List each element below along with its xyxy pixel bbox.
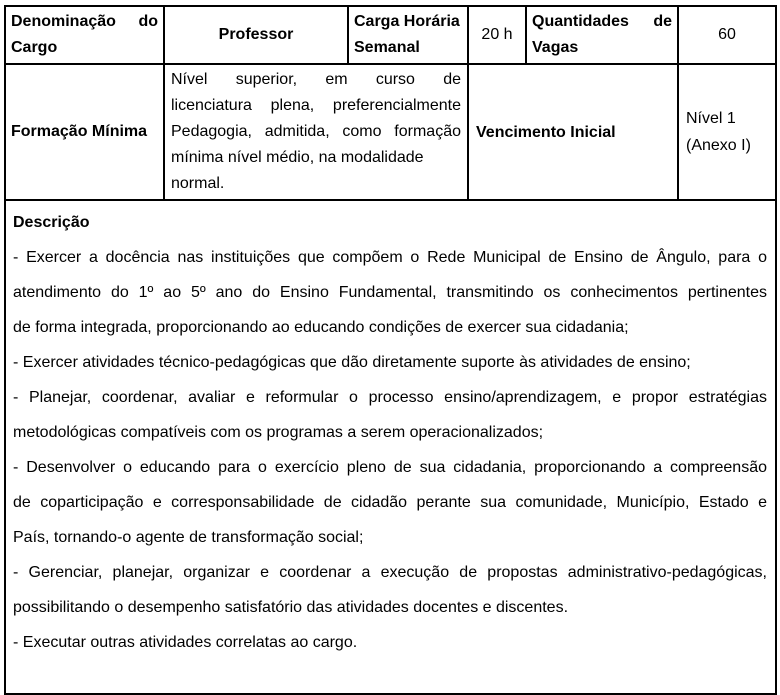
description-line: - Executar outras atividades correlatas ao cargo.: [13, 634, 358, 651]
table-row-formacao: [5, 64, 776, 200]
formacao-line: Pedagogia, admitida, como formação: [171, 123, 461, 140]
formacao-line: normal.: [171, 175, 225, 192]
description-item: [13, 450, 767, 555]
formacao-line: mínima nível médio, na modalidade: [171, 149, 424, 166]
description-item: [13, 555, 767, 625]
quantidade-vagas-value: 60: [678, 6, 776, 64]
carga-horaria-label: Carga Horária Semanal: [348, 6, 468, 64]
description-item: [13, 240, 767, 345]
vencimento-inicial-label: Vencimento Inicial: [468, 64, 678, 200]
formacao-line: Nível superior, em curso de: [171, 71, 461, 88]
denominacao-cargo-label: Denominação do Cargo: [5, 6, 164, 64]
description-line: País, tornando-o agente de transformação social;: [13, 529, 364, 546]
description-line: - Exercer a docência nas instituições que compõem o Rede Municipal de Ensino de Ângulo, para o: [13, 249, 767, 266]
description-line: de coparticipação e corresponsabilidade de cidadão perante sua comunidade, Município, Estado e: [13, 494, 767, 511]
formacao-minima-value: [164, 64, 468, 200]
table-row-header: [5, 6, 776, 64]
description-line: - Planejar, coordenar, avaliar e reformular o processo ensino/aprendizagem, e propor estratégias: [13, 389, 767, 406]
quantidade-vagas-label: Quantidades de Vagas: [526, 6, 678, 64]
carga-horaria-value: 20 h: [468, 6, 526, 64]
descricao-heading: Descrição: [13, 214, 90, 231]
anexo-line: (Anexo I): [686, 137, 751, 154]
description-line: de forma integrada, proporcionando ao educando condições de exercer sua cidadania;: [13, 319, 629, 336]
description-line: atendimento do 1º ao 5º ano do Ensino Fundamental, transmitindo os conhecimentos pertinentes: [13, 284, 767, 301]
formacao-line: licenciatura plena, preferencialmente: [171, 97, 461, 114]
description-line: - Gerenciar, planejar, organizar e coordenar a execução de propostas administrativo-pedagógicas,: [13, 564, 767, 581]
descricao-cell: [5, 200, 776, 694]
description-item: [13, 625, 767, 660]
description-line: possibilitando o desempenho satisfatório das atividades docentes e discentes.: [13, 599, 569, 616]
formacao-minima-label: Formação Mínima: [5, 64, 164, 200]
job-position-table: [4, 5, 777, 695]
description-line: - Desenvolver o educando para o exercício pleno de sua cidadania, proporcionando a compreensão: [13, 459, 767, 476]
nivel-line: Nível 1: [686, 110, 736, 127]
description-item: [13, 345, 767, 380]
description-line: metodológicas compatíveis com os programas a serem operacionalizados;: [13, 424, 544, 441]
table-row-descricao: [5, 200, 776, 694]
vencimento-inicial-value: [678, 64, 776, 200]
description-line: - Exercer atividades técnico-pedagógicas que dão diretamente suporte às atividades de ensino;: [13, 354, 691, 371]
description-item: [13, 380, 767, 450]
cargo-value: Professor: [164, 6, 348, 64]
